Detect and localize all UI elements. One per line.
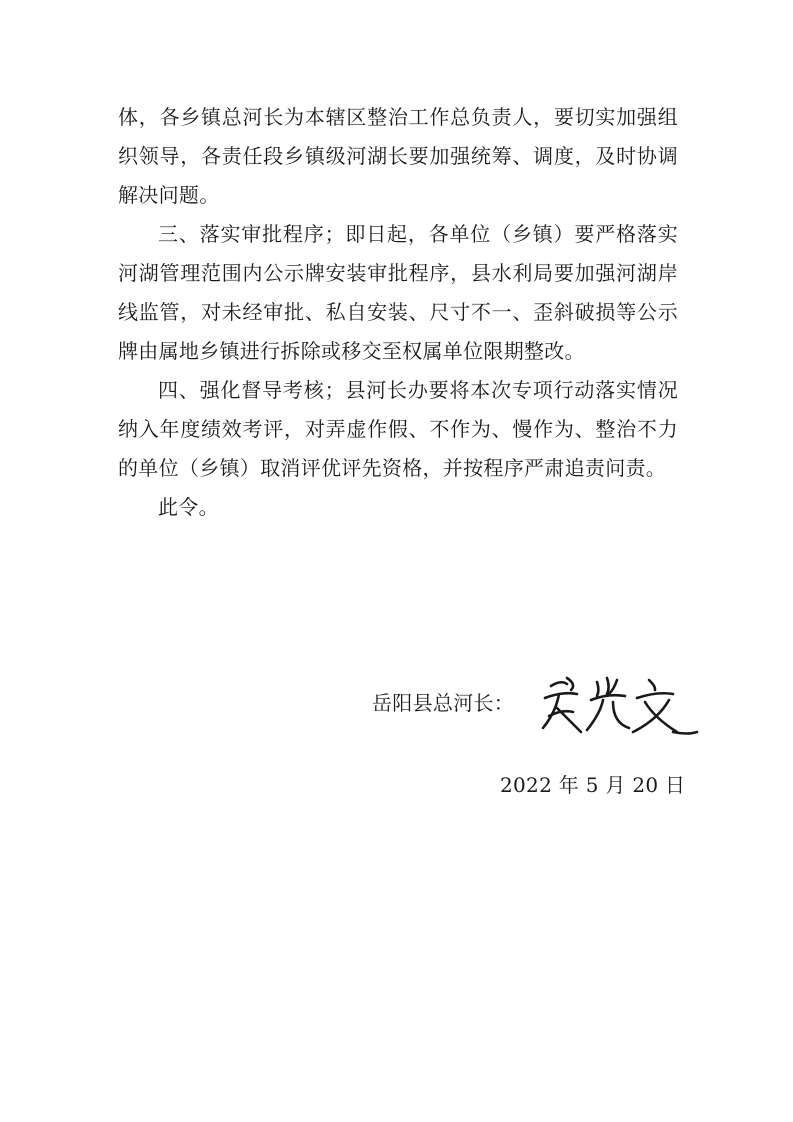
document-date: 2022 年 5 月 20 日 [500,773,686,797]
handwritten-signature [537,672,702,740]
document-body [118,98,678,527]
signature-block [372,672,712,742]
signature-label: 岳阳县总河长： [372,691,515,715]
paragraph-closing: 此令。 [158,495,219,519]
paragraph-supervision-assessment: 四、强化督导考核；县河长办要将本次专项行动落实情况纳入年度绩效考评，对弄虚作假、不作为、慢作为、整治不力的单位（乡镇）取消评优评先资格，并按程序严肃追责问责。 [118,378,678,480]
paragraph-approval-procedure: 三、落实审批程序；即日起，各单位（乡镇）要严格落实河湖管理范围内公示牌安装审批程序，县水利局要加强河湖岸线监管，对未经审批、私自安装、尺寸不一、歪斜破损等公示牌由属地乡镇进行拆除或移交至权属单位限期整改。 [118,222,678,363]
paragraph-continuation: 体，各乡镇总河长为本辖区整治工作总负责人，要切实加强组织领导，各责任段乡镇级河湖长要加强统筹、调度，及时协调解决问题。 [118,105,678,207]
